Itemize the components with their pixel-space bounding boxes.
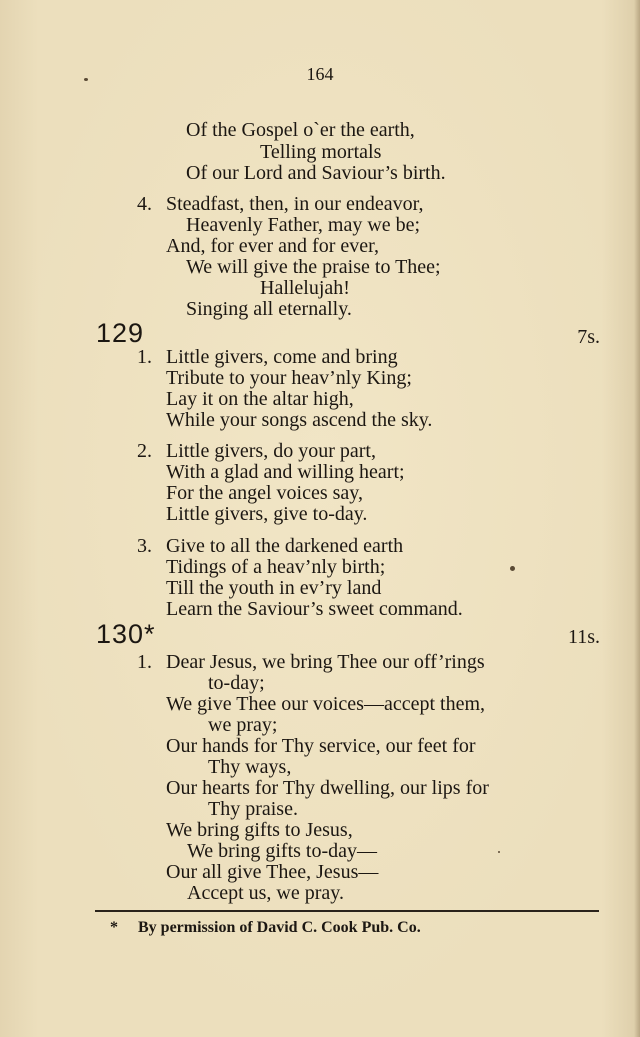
hymn-129-v1-line-2: Tribute to your heav’nly King; [166,367,412,389]
footnote-marker: * [110,919,118,936]
print-speck [510,566,515,571]
hymn-130-v1-line-4: we pray; [208,714,278,736]
hymn-129-meter: 7s. [577,326,600,348]
hymn-number-129: 129 [96,318,145,348]
hymn-129-v3-line-1: Give to all the darkened earth [166,535,404,557]
continuation-line-3: Of our Lord and Saviour’s birth. [186,162,446,184]
hymn-130-v1-line-1: Dear Jesus, we bring Thee our off’rings [166,651,485,673]
hymn-130-v1-line-7: Our hearts for Thy dwelling, our lips for [166,777,489,799]
hymn-130-v1-line-10: We bring gifts to-day— [187,840,378,862]
verse4-line-1: Steadfast, then, in our endeavor, [166,193,424,215]
hymn-129-v2-line-3: For the angel voices say, [166,482,363,504]
hymn-129-v2-line-1: Little givers, do your part, [166,440,376,462]
hymn-129-v1-line-3: Lay it on the altar high, [166,388,354,410]
hymn-129-v3-line-4: Learn the Saviour’s sweet command. [166,598,463,620]
hymn-130-v1-line-12: Accept us, we pray. [187,882,344,904]
continuation-line-2: Telling mortals [260,141,382,163]
hymn-129-v2-line-4: Little givers, give to-day. [166,503,368,525]
hymn-129-verse-number-2: 2. [137,440,152,462]
verse4-line-3: And, for ever and for ever, [166,235,379,257]
hymn-number-130: 130* [96,619,156,649]
hymn-129-v1-line-1: Little givers, come and bring [166,346,398,368]
hymn-129-v3-line-2: Tidings of a heav’nly birth; [166,556,386,578]
hymn-130-v1-line-3: We give Thee our voices—accept them, [166,693,486,715]
verse4-line-2: Heavenly Father, may we be; [186,214,421,236]
hymn-130-v1-line-11: Our all give Thee, Jesus— [166,861,379,883]
hymn-129-verse-number-3: 3. [137,535,152,557]
page-number: 164 [306,64,334,84]
page-edge-shadow [634,0,640,1037]
verse4-line-5: Hallelujah! [260,277,350,299]
footnote-rule [95,910,599,912]
print-speck [84,78,88,81]
hymn-130-verse-number-1: 1. [137,651,152,673]
footnote-text: By permission of David C. Cook Pub. Co. [138,919,421,936]
hymn-129-v1-line-4: While your songs ascend the sky. [166,409,433,431]
hymn-129-verse-number-1: 1. [137,346,152,368]
hymn-130-v1-line-5: Our hands for Thy service, our feet for [166,735,476,757]
print-speck [498,851,500,853]
hymn-130-v1-line-6: Thy ways, [208,756,292,778]
hymn-130-v1-line-9: We bring gifts to Jesus, [166,819,353,841]
verse-number-4: 4. [137,193,152,215]
hymn-130-meter: 11s. [567,626,600,648]
verse4-line-6: Singing all eternally. [186,298,352,320]
footnote [110,918,421,938]
hymn-130-v1-line-2: to-day; [208,672,265,694]
hymn-130-v1-line-8: Thy praise. [208,798,298,820]
hymn-129-v2-line-2: With a glad and willing heart; [166,461,405,483]
hymn-129-v3-line-3: Till the youth in ev’ry land [166,577,382,599]
verse4-line-4: We will give the praise to Thee; [186,256,441,278]
continuation-line-1: Of the Gospel o`er the earth, [186,119,415,141]
